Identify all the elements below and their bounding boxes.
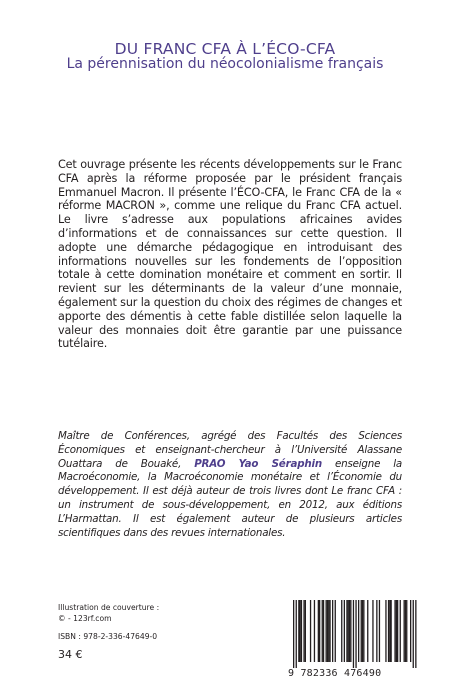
cover-credit-source: © - 123rf.com xyxy=(58,614,112,623)
barcode-bar xyxy=(293,600,294,668)
barcode-bar xyxy=(413,600,414,668)
barcode-bar xyxy=(410,600,411,662)
barcode-bar xyxy=(372,600,373,662)
barcode-bar xyxy=(346,600,347,662)
barcode-bar xyxy=(415,600,416,668)
barcode-bar xyxy=(397,600,398,662)
barcode-bar xyxy=(326,600,327,662)
barcode-bar xyxy=(361,600,362,662)
barcode-bar xyxy=(301,600,302,662)
barcode-bar xyxy=(379,600,380,662)
barcode-bar xyxy=(329,600,330,662)
barcode-bar xyxy=(314,600,315,662)
barcode-bar xyxy=(358,600,359,662)
barcode-bar xyxy=(335,600,336,662)
author-name: PRAO Yao Séraphin xyxy=(194,457,322,470)
barcode-bar xyxy=(310,600,311,662)
barcode-bars xyxy=(288,600,418,668)
barcode-bar xyxy=(400,600,401,662)
barcode-bar xyxy=(296,600,297,668)
price: 34 € xyxy=(58,648,83,661)
barcode-bar xyxy=(319,600,320,662)
cover-credit-label: Illustration de couverture : xyxy=(58,603,160,612)
barcode-bar xyxy=(396,600,397,662)
barcode-bar xyxy=(350,600,351,662)
barcode-bar xyxy=(404,600,405,662)
barcode-bar xyxy=(385,600,386,662)
book-subtitle: La pérennisation du néocolonialisme français xyxy=(66,56,384,72)
barcode-bar xyxy=(332,600,333,662)
author-bio-intro: Maître de Conférences, agrégé des Facultés des Sciences Économiques et enseignant-chercheur à l’Université Alassane Ouattara de Bouaké, xyxy=(58,430,402,470)
cover-credit xyxy=(58,602,159,624)
book-summary: Cet ouvrage présente les récents développements sur le Franc CFA après la réforme proposée par le président français Emmanuel Macron. Il présente l’ÉCO-CFA, le Franc CFA de la « réforme MACRON », comme une relique du Franc CFA actuel. Le livre s’adresse aux populations africaines avides d’informations et de connaissances sur cette question. Il adopte une démarche pédagogique en introduisant des informations nouvelles sur les fondements de l’opposition totale à cette domination monétaire et comment en sortir. Il revient sur les déterminants de la valeur d’une monnaie, également sur la question du choix des régimes de changes et apporte des démentis à cette fable distillée selon laquelle la valeur des monnaies doit être garantie par une puissance tutélaire. xyxy=(58,158,402,351)
barcode-bar xyxy=(376,600,377,662)
barcode-bar xyxy=(344,600,345,662)
barcode-bar xyxy=(327,600,328,662)
barcode-bar xyxy=(328,600,329,662)
barcode-bar xyxy=(367,600,368,662)
barcode-bar xyxy=(300,600,301,662)
barcode-bar xyxy=(389,600,390,662)
barcode-bar xyxy=(305,600,306,662)
isbn: ISBN : 978-2-336-47649-0 xyxy=(58,632,158,641)
barcode-digits: 9 782336 476490 xyxy=(288,668,382,679)
author-bio-rest: enseigne la Macroéconomie, la Macroéconomie monétaire et l’Économie du développement. Il est déjà auteur de trois livres dont Le franc CFA : un instrument de sous-développement, en 2012, aux éditions L’Harmattan. Il est également auteur de plusieurs articles scientifiques dans des revues internationales. xyxy=(58,457,403,539)
barcode-bar xyxy=(391,600,392,662)
barcode-bar xyxy=(394,600,395,662)
barcode-bar xyxy=(363,600,364,662)
barcode-bar xyxy=(406,600,407,662)
barcode-bar xyxy=(355,600,356,668)
barcode-bar xyxy=(322,600,323,662)
barcode-bar xyxy=(388,600,389,662)
barcode-bar xyxy=(362,600,363,662)
barcode-bar xyxy=(348,600,349,662)
barcode-bar xyxy=(405,600,406,662)
barcode-bar xyxy=(303,600,304,662)
barcode-bar xyxy=(323,600,324,662)
barcode-bar xyxy=(318,600,319,662)
barcode-bar xyxy=(298,600,299,662)
barcode-bar xyxy=(341,600,342,662)
barcode-bar xyxy=(353,600,354,668)
book-title: DU FRANC CFA À L’ÉCO-CFA xyxy=(114,40,336,58)
barcode-bar xyxy=(349,600,350,662)
author-bio xyxy=(58,430,402,540)
barcode xyxy=(288,600,418,682)
